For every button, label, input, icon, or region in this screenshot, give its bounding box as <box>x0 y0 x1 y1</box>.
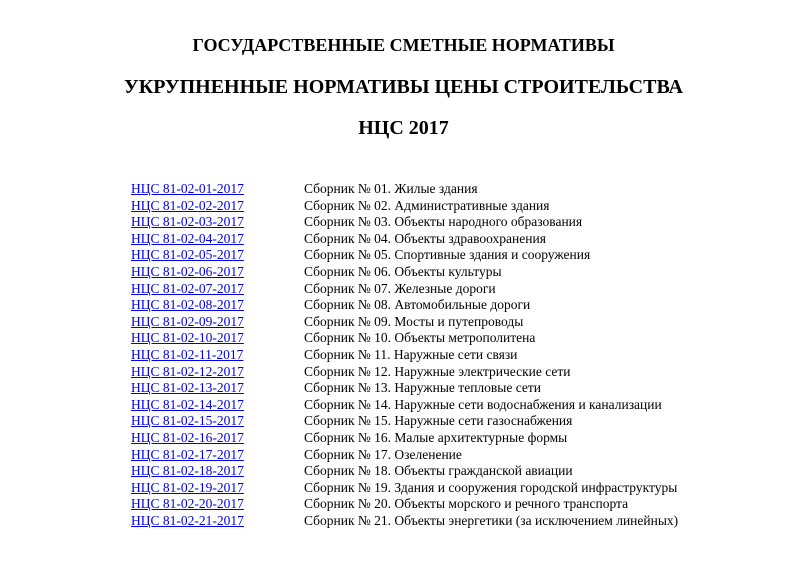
collection-title: Сборник № 17. Озеленение <box>304 446 462 462</box>
collection-title: Сборник № 15. Наружные сети газоснабжения <box>304 413 573 429</box>
collection-code-link[interactable]: НЦС 81-02-16-2017 <box>131 429 244 445</box>
collection-code-link[interactable]: НЦС 81-02-11-2017 <box>131 346 244 362</box>
collection-code-link[interactable]: НЦС 81-02-14-2017 <box>131 396 244 412</box>
collection-title: Сборник № 18. Объекты гражданской авиации <box>304 463 573 479</box>
collection-title: Сборник № 10. Объекты метрополитена <box>304 330 536 346</box>
collection-code-link[interactable]: НЦС 81-02-08-2017 <box>131 297 244 313</box>
collection-code-link[interactable]: НЦС 81-02-13-2017 <box>131 380 244 396</box>
collection-title: Сборник № 13. Наружные тепловые сети <box>304 380 541 396</box>
document-heading: ГОСУДАРСТВЕННЫЕ СМЕТНЫЕ НОРМАТИВЫ <box>192 35 615 55</box>
collection-code-link[interactable]: НЦС 81-02-07-2017 <box>131 280 244 296</box>
collection-title: Сборник № 11. Наружные сети связи <box>304 346 518 362</box>
collection-title: Сборник № 01. Жилые здания <box>304 181 478 196</box>
document-title: УКРУПНЕННЫЕ НОРМАТИВЫ ЦЕНЫ СТРОИТЕЛЬСТВА <box>124 76 683 98</box>
collection-title: Сборник № 05. Спортивные здания и сооружения <box>304 247 591 263</box>
collection-title: Сборник № 07. Железные дороги <box>304 280 496 296</box>
collection-code-link[interactable]: НЦС 81-02-12-2017 <box>131 363 244 379</box>
collection-code-link[interactable]: НЦС 81-02-04-2017 <box>131 230 244 246</box>
collection-title: Сборник № 09. Мосты и путепроводы <box>304 313 524 329</box>
collection-code-link[interactable]: НЦС 81-02-21-2017 <box>131 512 244 528</box>
collection-title: Сборник № 19. Здания и сооружения городской инфраструктуры <box>304 479 678 495</box>
collection-code-link[interactable]: НЦС 81-02-03-2017 <box>131 214 244 230</box>
collection-code-link[interactable]: НЦС 81-02-01-2017 <box>131 181 244 196</box>
collection-title: Сборник № 12. Наружные электрические сети <box>304 363 571 379</box>
collection-title: Сборник № 16. Малые архитектурные формы <box>304 429 568 445</box>
collection-title: Сборник № 08. Автомобильные дороги <box>304 297 531 313</box>
collection-code-link[interactable]: НЦС 81-02-20-2017 <box>131 496 244 512</box>
collection-code-link[interactable]: НЦС 81-02-06-2017 <box>131 263 244 279</box>
collection-code-link[interactable]: НЦС 81-02-18-2017 <box>131 463 244 479</box>
collection-code-link[interactable]: НЦС 81-02-05-2017 <box>131 247 244 263</box>
collection-code-link[interactable]: НЦС 81-02-10-2017 <box>131 330 244 346</box>
collection-title: Сборник № 21. Объекты энергетики (за исключением линейных) <box>304 512 679 528</box>
collection-code-link[interactable]: НЦС 81-02-15-2017 <box>131 413 244 429</box>
collection-code-link[interactable]: НЦС 81-02-02-2017 <box>131 197 244 213</box>
collection-code-link[interactable]: НЦС 81-02-17-2017 <box>131 446 244 462</box>
collection-title: Сборник № 14. Наружные сети водоснабжения и канализации <box>304 396 662 412</box>
collection-title: Сборник № 20. Объекты морского и речного транспорта <box>304 496 629 512</box>
collection-title: Сборник № 04. Объекты здравоохранения <box>304 230 546 246</box>
collection-code-link[interactable]: НЦС 81-02-09-2017 <box>131 313 244 329</box>
collection-code-link[interactable]: НЦС 81-02-19-2017 <box>131 479 244 495</box>
collection-title: Сборник № 02. Административные здания <box>304 197 550 213</box>
collection-title: Сборник № 03. Объекты народного образования <box>304 214 583 230</box>
collection-title: Сборник № 06. Объекты культуры <box>304 263 502 279</box>
document-subtitle: НЦС 2017 <box>358 117 449 139</box>
